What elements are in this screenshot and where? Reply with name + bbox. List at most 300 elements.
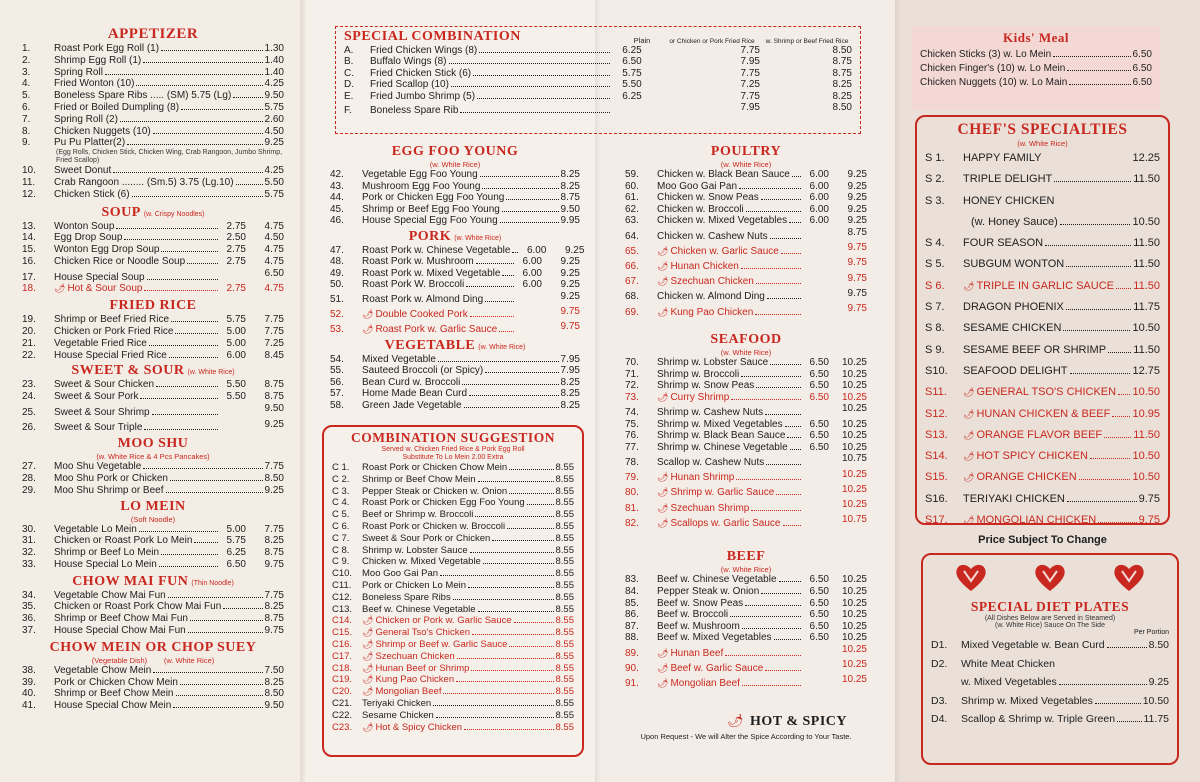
dot-leader xyxy=(147,279,218,280)
menu-item xyxy=(22,625,284,637)
item-prices xyxy=(220,283,284,295)
menu-item xyxy=(332,545,574,557)
item-prices xyxy=(220,314,284,326)
item-name: Shrimp w. Snow Peas xyxy=(657,380,755,392)
item-price: 8.55 xyxy=(555,603,574,615)
item-name: Crab Rangoon ........ (Sm.5) 3.75 (Lg.10) xyxy=(54,176,234,188)
item-name: Shrimp or Beef Chow Mein xyxy=(362,473,476,485)
item-name: Chicken Nuggets (10) w. Lo Main xyxy=(920,77,1068,88)
item-name: Chicken w. Almond Ding xyxy=(657,291,765,303)
dot-leader xyxy=(453,599,554,600)
dot-leader xyxy=(161,251,218,252)
chili-icon: 🌶 xyxy=(963,472,975,483)
price-pint xyxy=(803,227,829,239)
dot-leader xyxy=(449,63,610,64)
item-number: 76. xyxy=(625,430,639,442)
item-price: 8.50 xyxy=(264,472,284,484)
price-plain: 5.50 xyxy=(622,79,642,91)
menu-item xyxy=(332,474,574,486)
menu-item xyxy=(22,55,284,67)
item-prices xyxy=(220,221,284,233)
dot-leader xyxy=(783,525,802,526)
dot-leader xyxy=(144,290,218,291)
dot-leader xyxy=(136,85,262,86)
item-number: C14. xyxy=(332,615,353,627)
item-price: 8.55 xyxy=(555,650,574,662)
seafood-sub: (w. White Rice) xyxy=(720,348,772,358)
item-number: 70. xyxy=(625,357,639,369)
dot-leader xyxy=(761,199,801,200)
menu-item xyxy=(625,514,867,529)
dot-leader xyxy=(166,492,263,493)
item-name: Vegetable Egg Foo Young xyxy=(362,169,478,180)
item-number: S16. xyxy=(925,492,948,505)
dot-leader xyxy=(746,211,801,212)
item-price: 1.30 xyxy=(264,43,284,54)
item-prices xyxy=(220,244,284,256)
chow-mai-fun-header xyxy=(22,574,284,590)
item-name: Pepper Steak or Chicken w. Onion xyxy=(362,485,508,497)
chili-icon: 🌶 xyxy=(657,662,669,673)
item-name: Shrimp w. Broccoli xyxy=(657,368,740,380)
sweet-sour-header xyxy=(22,363,284,379)
chili-icon: 🌶 xyxy=(657,677,669,688)
item-number: D4. xyxy=(931,713,948,725)
item-number: 63. xyxy=(625,215,639,227)
dot-leader xyxy=(767,298,801,299)
price-pint: 5.00 xyxy=(226,523,246,535)
item-name: Beef w. Broccoli xyxy=(657,609,729,621)
item-price: 10.50 xyxy=(1132,322,1160,335)
price-pint: 6.00 xyxy=(522,256,542,267)
menu-item xyxy=(332,462,574,474)
item-name: House Special Fried Rice xyxy=(54,349,167,361)
item-price: 9.50 xyxy=(264,700,284,712)
chow-mai-fun-title: CHOW MAI FUN xyxy=(72,573,189,589)
item-name: Chicken w. Mixed Vegetable xyxy=(362,556,481,568)
soup-sub: (w. Crispy Noodles) xyxy=(143,210,205,218)
price-quart: 10.25 xyxy=(841,659,867,671)
price-pint: 6.00 xyxy=(809,192,829,204)
item-name: White Meat Chicken xyxy=(961,657,1055,670)
price-quart: 8.75 xyxy=(264,547,284,559)
item-price: 8.50 xyxy=(1148,639,1169,651)
item-price: 10.50 xyxy=(1142,694,1169,707)
item-number: 45. xyxy=(330,203,344,215)
menu-item xyxy=(22,90,284,102)
dot-leader xyxy=(479,52,610,53)
menu-item xyxy=(22,221,284,233)
item-number: S 8. xyxy=(925,322,945,335)
item-number: 61. xyxy=(625,192,639,204)
price-quart: 9.75 xyxy=(560,305,580,317)
menu-item xyxy=(931,636,1169,655)
menu-item xyxy=(625,204,867,216)
menu-item xyxy=(920,62,1152,76)
price-pint: 6.25 xyxy=(226,547,246,559)
beef-title: BEEF xyxy=(726,549,766,565)
fried-rice-title: FRIED RICE xyxy=(109,298,197,314)
price-pint: 6.50 xyxy=(809,620,829,632)
item-name: Teriyaki Chicken xyxy=(362,697,432,709)
menu-item xyxy=(330,354,580,366)
item-prices xyxy=(220,268,284,280)
item-name: Beef w. Snow Peas xyxy=(657,597,744,609)
item-number: C 4. xyxy=(332,497,350,509)
beef-sub: (w. White Rice) xyxy=(720,565,772,575)
item-prices xyxy=(516,279,580,291)
column-1 xyxy=(22,26,284,712)
item-number: C15. xyxy=(332,627,353,639)
item-prices xyxy=(516,256,580,268)
price-quart: 10.25 xyxy=(841,609,867,621)
menu-item xyxy=(22,67,284,79)
item-name: Sweet Donut xyxy=(54,165,112,177)
item-price: 12.75 xyxy=(1132,364,1160,377)
price-quart: 9.75 xyxy=(847,287,867,299)
item-prices xyxy=(220,403,284,415)
sweet-sour-title: SWEET & SOUR xyxy=(71,363,185,379)
menu-item xyxy=(22,524,284,536)
dot-leader xyxy=(124,239,218,240)
item-number: B. xyxy=(344,56,354,68)
dot-leader xyxy=(187,263,218,264)
dot-leader xyxy=(194,542,218,543)
dot-leader xyxy=(731,399,801,400)
menu-item xyxy=(332,674,574,686)
special-combination-box xyxy=(335,26,861,134)
item-number: C 3. xyxy=(332,485,350,497)
item-number: S 2. xyxy=(925,173,945,186)
price-quart: 10.25 xyxy=(841,403,867,415)
item-name: Mixed Vegetable w. Bean Curd xyxy=(961,639,1105,651)
item-price: 8.55 xyxy=(555,509,574,521)
price-quart: 7.75 xyxy=(264,523,284,535)
item-name: Scallop & Shrimp w. Triple Green xyxy=(961,713,1116,725)
price-quart: 9.75 xyxy=(264,558,284,570)
dot-leader xyxy=(1054,181,1131,182)
item-number: 64. xyxy=(625,230,639,242)
special-diet-sub2: (w. White Rice) Sauce On The Side xyxy=(995,622,1105,629)
item-price: 6.50 xyxy=(1132,63,1152,74)
dot-leader xyxy=(173,707,262,708)
chow-mein-title: CHOW MEIN OR CHOP SUEY xyxy=(49,639,257,655)
item-name: Shrimp or Beef Lo Mein xyxy=(54,547,160,559)
menu-item xyxy=(625,598,867,610)
item-number: 41. xyxy=(22,700,36,712)
price-quart: 9.75 xyxy=(560,320,580,332)
item-price: 7.95 xyxy=(560,353,580,365)
column-2 xyxy=(330,144,585,411)
chili-icon: 🌶 xyxy=(362,721,374,732)
item-number: 2. xyxy=(22,54,31,66)
item-number: D2. xyxy=(931,657,948,670)
dot-leader xyxy=(190,620,263,621)
pork-list xyxy=(330,244,585,336)
item-name: Szechuan Shrimp xyxy=(670,502,750,514)
dot-leader xyxy=(492,540,553,541)
menu-item xyxy=(344,79,852,90)
item-prices xyxy=(803,273,867,285)
item-name: Chicken w. Cashew Nuts xyxy=(657,230,768,242)
item-name: Boneless Spare Ribs xyxy=(362,591,451,603)
price-note: Price Subject To Change xyxy=(978,534,1107,546)
item-number: S12. xyxy=(925,407,948,420)
price-quart: 9.25 xyxy=(847,180,867,192)
item-prices xyxy=(220,547,284,559)
special-diet-title: SPECIAL DIET PLATES xyxy=(970,599,1130,614)
dot-leader xyxy=(1117,721,1141,722)
item-number: S15. xyxy=(925,471,948,484)
dot-leader xyxy=(120,121,263,122)
dot-leader xyxy=(233,97,262,98)
item-prices xyxy=(803,430,867,442)
item-prices xyxy=(220,326,284,338)
item-prices xyxy=(220,350,284,362)
menu-item xyxy=(22,338,284,350)
menu-item xyxy=(625,303,867,318)
item-name: ORANGE CHICKEN xyxy=(976,471,1077,484)
menu-item xyxy=(925,148,1160,169)
sweet-sour-sub: (w. White Rice) xyxy=(187,369,235,377)
dot-leader xyxy=(514,622,554,623)
dot-leader xyxy=(1067,501,1137,502)
price-quart: 4.75 xyxy=(264,220,284,232)
seafood-list xyxy=(625,357,867,529)
item-number: 77. xyxy=(625,441,639,453)
price-quart: 9.75 xyxy=(847,257,867,269)
item-prices xyxy=(803,514,867,526)
menu-item xyxy=(925,425,1160,446)
chili-icon: 🌶 xyxy=(362,615,374,626)
dot-leader xyxy=(456,681,553,682)
menu-item xyxy=(332,651,574,663)
item-price: 8.25 xyxy=(560,388,580,399)
item-price: 2.60 xyxy=(264,113,284,125)
menu-item xyxy=(625,674,867,689)
menu-item xyxy=(330,306,580,321)
item-number: 66. xyxy=(625,260,639,272)
dot-leader xyxy=(1066,266,1131,267)
price-pint xyxy=(803,674,829,686)
item-name: Shrimp w. Lobster Sauce xyxy=(657,357,769,369)
item-name: Hunan Shrimp xyxy=(670,472,735,484)
item-number: C10. xyxy=(332,568,353,580)
dot-leader xyxy=(725,655,801,656)
menu-item xyxy=(22,700,284,712)
price-quart: 10.25 xyxy=(841,357,867,369)
menu-item xyxy=(925,169,1160,190)
item-name: SESAME CHICKEN xyxy=(963,322,1062,335)
menu-item xyxy=(22,688,284,700)
item-price: 10.50 xyxy=(1132,471,1160,484)
item-name: Kung Pao Chicken xyxy=(375,674,455,686)
item-name: Shrimp or Beef Chow Mein xyxy=(54,688,174,700)
item-prices xyxy=(516,321,580,333)
item-name: MONGOLIAN CHICKEN xyxy=(976,514,1097,527)
dot-leader xyxy=(509,469,553,470)
item-number: 44. xyxy=(330,192,344,203)
chili-icon: 🌶 xyxy=(54,283,66,294)
item-name: Spring Roll (2) xyxy=(54,113,118,125)
item-price: 8.55 xyxy=(555,674,574,686)
dot-leader xyxy=(1107,647,1147,648)
seafood-title: SEAFOOD xyxy=(710,332,782,348)
item-number: 10. xyxy=(22,165,36,177)
item-name: House Special Chow Mein xyxy=(54,700,172,712)
menu-item xyxy=(625,192,867,204)
price-pint xyxy=(516,291,542,303)
item-number: 9. xyxy=(22,137,31,149)
menu-item xyxy=(22,379,284,391)
item-price: 7.75 xyxy=(264,589,284,601)
menu-item xyxy=(925,191,1160,212)
chili-icon: 🌶 xyxy=(657,472,669,483)
kids-meal-title: Kids' Meal xyxy=(1002,30,1070,45)
item-number: D1. xyxy=(931,639,948,651)
item-number: 26. xyxy=(22,422,36,434)
dot-leader xyxy=(170,480,263,481)
dot-leader xyxy=(143,468,262,469)
item-number: 82. xyxy=(625,517,639,529)
item-number: C11. xyxy=(332,579,352,591)
item-price: 10.50 xyxy=(1132,215,1160,228)
menu-item xyxy=(625,609,867,621)
price-quart: 10.25 xyxy=(841,643,867,655)
item-number: 35. xyxy=(22,601,36,613)
item-number: C13. xyxy=(332,603,353,615)
dot-leader xyxy=(478,611,554,612)
egg-foo-young-title: EGG FOO YOUNG xyxy=(391,144,519,159)
item-number: S 9. xyxy=(925,343,945,356)
item-number: S 5. xyxy=(925,258,945,271)
item-name: Mongolian Beef xyxy=(375,686,442,698)
dot-leader xyxy=(1095,703,1141,704)
price-pint: 5.00 xyxy=(226,325,246,337)
item-number: 5. xyxy=(22,90,31,102)
item-name: Boneless Spare Rib xyxy=(370,105,459,117)
item-number: C 1. xyxy=(332,462,350,473)
item-number: 78. xyxy=(625,457,639,469)
hot-spicy-header xyxy=(625,712,867,730)
item-name: Shrimp w. Chinese Vegetable xyxy=(657,441,788,453)
item-number: 59. xyxy=(625,169,639,180)
item-name: Double Cooked Pork xyxy=(375,309,468,320)
dot-leader xyxy=(105,74,263,75)
dot-leader xyxy=(113,172,262,173)
price-pint: 6.50 xyxy=(809,574,829,586)
menu-item xyxy=(330,181,580,193)
item-name: General Tso's Chicken xyxy=(375,627,471,639)
plain-header: Plain xyxy=(633,36,651,45)
item-price: 8.55 xyxy=(555,473,574,485)
item-prices xyxy=(803,204,867,216)
item-prices xyxy=(516,306,580,318)
special-combination-header xyxy=(344,29,852,45)
item-name: Shrimp w. Black Bean Sauce xyxy=(657,430,786,442)
item-name: House Special Lo Mein xyxy=(54,558,157,570)
item-number: 83. xyxy=(625,574,639,586)
price-pint: 2.75 xyxy=(226,283,246,295)
price-shrimp: 8.75 xyxy=(832,67,852,79)
item-price: 9.50 xyxy=(264,90,284,102)
price-quart: 9.25 xyxy=(560,279,580,290)
item-number: 14. xyxy=(22,232,36,244)
item-name: Beef w. Chinese Vegetable xyxy=(657,574,777,586)
menu-item xyxy=(625,453,867,468)
chili-icon: 🌶 xyxy=(657,487,669,498)
item-number: 33. xyxy=(22,558,36,570)
dot-leader xyxy=(171,321,218,322)
soup-list xyxy=(22,221,284,296)
item-prices xyxy=(612,91,852,102)
vegetable-title: VEGETABLE xyxy=(384,337,476,353)
item-name: Moo Shu Vegetable xyxy=(54,461,142,473)
item-number: 56. xyxy=(330,376,344,388)
item-name: Vegetable Chow Mai Fun xyxy=(54,589,166,601)
item-number: S 1. xyxy=(925,152,945,164)
menu-item xyxy=(332,533,574,545)
item-number: C23. xyxy=(332,721,353,733)
item-name: FOUR SEASON xyxy=(963,237,1044,250)
price-pint xyxy=(803,469,829,481)
soup-header xyxy=(22,205,284,221)
item-price: 9.95 xyxy=(560,215,580,226)
item-number: 34. xyxy=(22,589,36,601)
item-name: SEAFOOD DELIGHT xyxy=(963,364,1068,377)
menu-item xyxy=(330,321,580,336)
item-number: 40. xyxy=(22,688,36,700)
menu-item xyxy=(625,586,867,598)
dot-leader xyxy=(1090,458,1131,459)
menu-item xyxy=(22,283,284,295)
item-number: 30. xyxy=(22,523,36,535)
item-name: Hunan Beef xyxy=(670,647,724,659)
menu-item xyxy=(22,126,284,138)
menu-item xyxy=(22,461,284,473)
combination-suggestion-sub2: Substitute To Lo Mein 2.00 Extra xyxy=(402,454,504,461)
dot-leader xyxy=(436,717,554,718)
dot-leader xyxy=(159,566,218,567)
item-name: House Special Chow Mai Fun xyxy=(54,625,186,637)
menu-item xyxy=(344,56,852,67)
price-pint: 5.50 xyxy=(226,379,246,391)
menu-item xyxy=(330,192,580,204)
price-quart: 10.25 xyxy=(841,574,867,586)
menu-item xyxy=(22,613,284,625)
item-name: Pepper Steak w. Onion xyxy=(657,585,760,597)
item-name: Hunan Chicken xyxy=(670,260,739,272)
menu-item xyxy=(332,568,574,580)
item-number: 29. xyxy=(22,484,36,496)
price-chicken: 7.95 xyxy=(740,102,760,114)
item-name: Shrimp w. Garlic Sauce xyxy=(670,487,775,499)
item-number: F. xyxy=(344,105,352,117)
item-name: (w. Honey Sauce) xyxy=(971,215,1058,228)
item-number: 12. xyxy=(22,188,36,200)
item-number: 85. xyxy=(625,597,639,609)
item-name: Shrimp or Beef Egg Foo Young xyxy=(362,203,500,215)
item-price: 8.55 xyxy=(555,627,574,639)
item-name: House Special Soup xyxy=(54,271,145,283)
menu-item xyxy=(625,227,867,242)
dot-leader xyxy=(785,426,801,427)
item-name: Mongolian Beef xyxy=(670,677,740,689)
price-pint xyxy=(803,659,829,671)
item-price: 6.50 xyxy=(1132,77,1152,88)
menu-item xyxy=(925,361,1160,382)
price-quart: 4.75 xyxy=(264,255,284,267)
